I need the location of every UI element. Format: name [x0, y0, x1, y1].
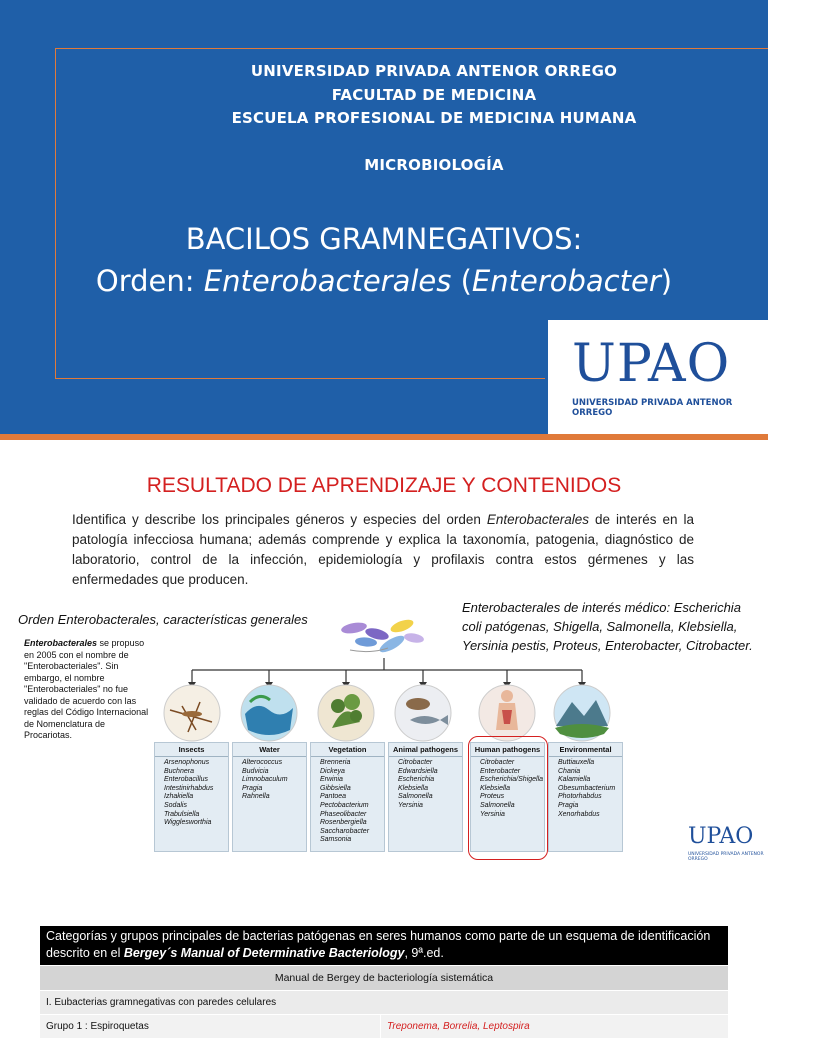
- human-pathogens-highlight: [468, 736, 548, 860]
- slide-title-line2: [0, 264, 768, 298]
- logo-subtitle: UNIVERSIDAD PRIVADA ANTENOR ORREGO: [572, 398, 733, 418]
- logo-text: UPAO: [688, 824, 754, 849]
- list-item: Saccharobacter: [320, 827, 370, 835]
- category-vegetation: [310, 742, 385, 852]
- slide-frame-bottom: [55, 378, 545, 379]
- list-item: Rahnella: [242, 793, 270, 801]
- list-item: Citrobacter: [480, 759, 515, 766]
- list-item: Pragia: [558, 801, 579, 809]
- list-item: Phaseolibacter: [320, 810, 367, 818]
- title-slide: [0, 0, 768, 440]
- intro-before: Identifica y describe los principales géneros y especies del orden: [72, 512, 487, 527]
- category-name: Human pathogens: [471, 743, 544, 757]
- university-name: UNIVERSIDAD PRIVADA ANTENOR ORREGO: [250, 62, 618, 80]
- list-item: Salmonella: [398, 793, 433, 801]
- table-section-row: I. Eubacterias gramnegativas con paredes celulares: [40, 990, 728, 1014]
- category-environmental: [548, 742, 623, 852]
- group-genera: Treponema, Borrelia, Leptospira: [380, 1015, 728, 1038]
- list-item: Pragia: [242, 784, 263, 792]
- mosquito-icon: [164, 685, 220, 741]
- landscape-icon: [554, 685, 610, 741]
- plant-icon: [318, 685, 374, 741]
- habitat-diagram: [152, 610, 622, 860]
- category-name: Animal pathogens: [389, 743, 462, 757]
- list-item: Salmonella: [480, 801, 515, 809]
- note-text: se propuso en 2005 con el nombre de "Enterobacteriales". Sin embargo, el nombre "Enterobacteriales" no fue validado de acuerdo con las reglas del Código Internacional de Nomenclatura de Procariotas.: [24, 638, 149, 740]
- category-name: Insects: [155, 743, 228, 757]
- caption-bold: Bergey´s Manual of Determinative Bacteriology: [123, 946, 405, 960]
- list-item: Obesumbacterium: [558, 784, 616, 792]
- orden-title: Orden Enterobacterales, características generales: [18, 612, 308, 627]
- list-item: Intestinirhabdus: [164, 784, 214, 792]
- intro-paragraph: [72, 510, 694, 590]
- category-water: [232, 742, 307, 852]
- school-name: ESCUELA PROFESIONAL DE MEDICINA HUMANA: [231, 109, 637, 127]
- bergey-table: [40, 926, 728, 1038]
- category-animal-pathogens: [388, 742, 463, 852]
- title-order: Enterobacterales: [203, 264, 452, 298]
- list-item: Sodalis: [164, 801, 187, 809]
- list-item: Proteus: [480, 793, 505, 801]
- accent-bar: [0, 434, 768, 440]
- diagram-connectors: [192, 658, 582, 682]
- list-item: Dickeya: [320, 767, 345, 775]
- water-icon: [241, 685, 297, 741]
- list-item: Pantoea: [320, 793, 347, 801]
- list-item: Budvicia: [242, 767, 269, 775]
- title-open-paren: (: [451, 264, 472, 298]
- list-item: Yersinia: [480, 810, 505, 818]
- list-item: Alterococcus: [242, 759, 283, 766]
- animal-icon: [395, 685, 451, 741]
- genus-list: [311, 757, 384, 845]
- title-prefix: Orden:: [95, 264, 204, 298]
- category-name: Vegetation: [311, 743, 384, 757]
- list-item: Izhakiella: [164, 793, 194, 801]
- slide-title-line1: BACILOS GRAMNEGATIVOS:: [185, 222, 583, 256]
- category-name: Environmental: [549, 743, 622, 757]
- list-item: Yersinia: [398, 801, 423, 809]
- upao-logo-small: [678, 820, 768, 866]
- list-item: Edwardsiella: [398, 767, 438, 775]
- table-header: Manual de Bergey de bacteriología sistemática: [40, 965, 728, 990]
- list-item: Enterobacter: [480, 767, 521, 775]
- caption-before: Categorías y grupos principales de bacterias patógenas en seres humanos como parte de un esquema de identificación descrito en el: [46, 929, 711, 960]
- upao-logo: [548, 320, 768, 434]
- group-label: Grupo 1 : Espiroquetas: [40, 1015, 380, 1038]
- title-genus: Enterobacter: [471, 264, 661, 298]
- category-name: Water: [233, 743, 306, 757]
- list-item: Brenneria: [320, 759, 351, 766]
- faculty-name: FACULTAD DE MEDICINA: [331, 86, 537, 104]
- caption-after: , 9ª.ed.: [404, 946, 444, 960]
- list-item: Pectobacterium: [320, 801, 369, 809]
- list-item: Limnobaculum: [242, 776, 288, 784]
- table-caption: [40, 926, 728, 965]
- list-item: Escherichia: [398, 776, 435, 784]
- list-item: Trabulsiella: [164, 810, 200, 818]
- genus-list: [233, 757, 306, 802]
- learning-outcomes-slide: [0, 452, 768, 882]
- list-item: Escherichia/Shigella: [480, 776, 544, 784]
- list-item: Buttiauxella: [558, 759, 595, 766]
- list-item: Klebsiella: [480, 784, 510, 792]
- list-item: Kalamiella: [558, 776, 591, 784]
- list-item: Enterobacillus: [164, 776, 208, 784]
- list-item: Wigglesworthia: [164, 819, 212, 827]
- category-insects: [154, 742, 229, 852]
- genus-list: [549, 757, 622, 819]
- list-item: Citrobacter: [398, 759, 433, 766]
- list-item: Samsonia: [320, 836, 352, 844]
- medical-interest-text: Enterobacterales de interés médico: Escherichia coli patógenas, Shigella, Salmonella, Klebsiella, Yersinia pestis, Proteus, Enterobacter, Citrobacter.: [462, 600, 753, 653]
- intro-after: de interés en la patología infecciosa humana; además comprende y explica la taxonomía, patogenia, diagnóstico de laboratorio, control de la infección, epidemiología y profilaxis contra estos gérmenes y las enfermedades que producen.: [72, 512, 694, 587]
- list-item: Arsenophonus: [164, 759, 210, 766]
- logo-text: UPAO: [572, 334, 731, 394]
- slide-heading: RESULTADO DE APRENDIZAJE Y CONTENIDOS: [146, 474, 622, 497]
- logo-subtitle: UNIVERSIDAD PRIVADA ANTENOR ORREGO: [688, 852, 764, 862]
- genus-list: [155, 757, 228, 828]
- list-item: Klebsiella: [398, 784, 428, 792]
- list-item: Rosenbergiella: [320, 819, 367, 827]
- title-close-paren: ): [660, 264, 673, 298]
- genus-list: [389, 757, 462, 811]
- note-bold: Enterobacterales: [24, 638, 98, 648]
- list-item: Xenorhabdus: [558, 810, 600, 818]
- list-item: Buchnera: [164, 767, 194, 775]
- list-item: Erwinia: [320, 776, 343, 784]
- human-icon: [479, 685, 535, 741]
- bacteria-icon: [340, 617, 424, 655]
- list-item: Photorhabdus: [558, 793, 602, 801]
- bergey-table-slide: [0, 908, 768, 1032]
- table-row: [40, 1014, 728, 1038]
- list-item: Chania: [558, 767, 581, 775]
- course-name: MICROBIOLOGÍA: [364, 156, 504, 174]
- list-item: Gibbsiella: [320, 784, 351, 792]
- intro-order: Enterobacterales: [486, 512, 589, 527]
- nomenclature-note: [24, 638, 154, 742]
